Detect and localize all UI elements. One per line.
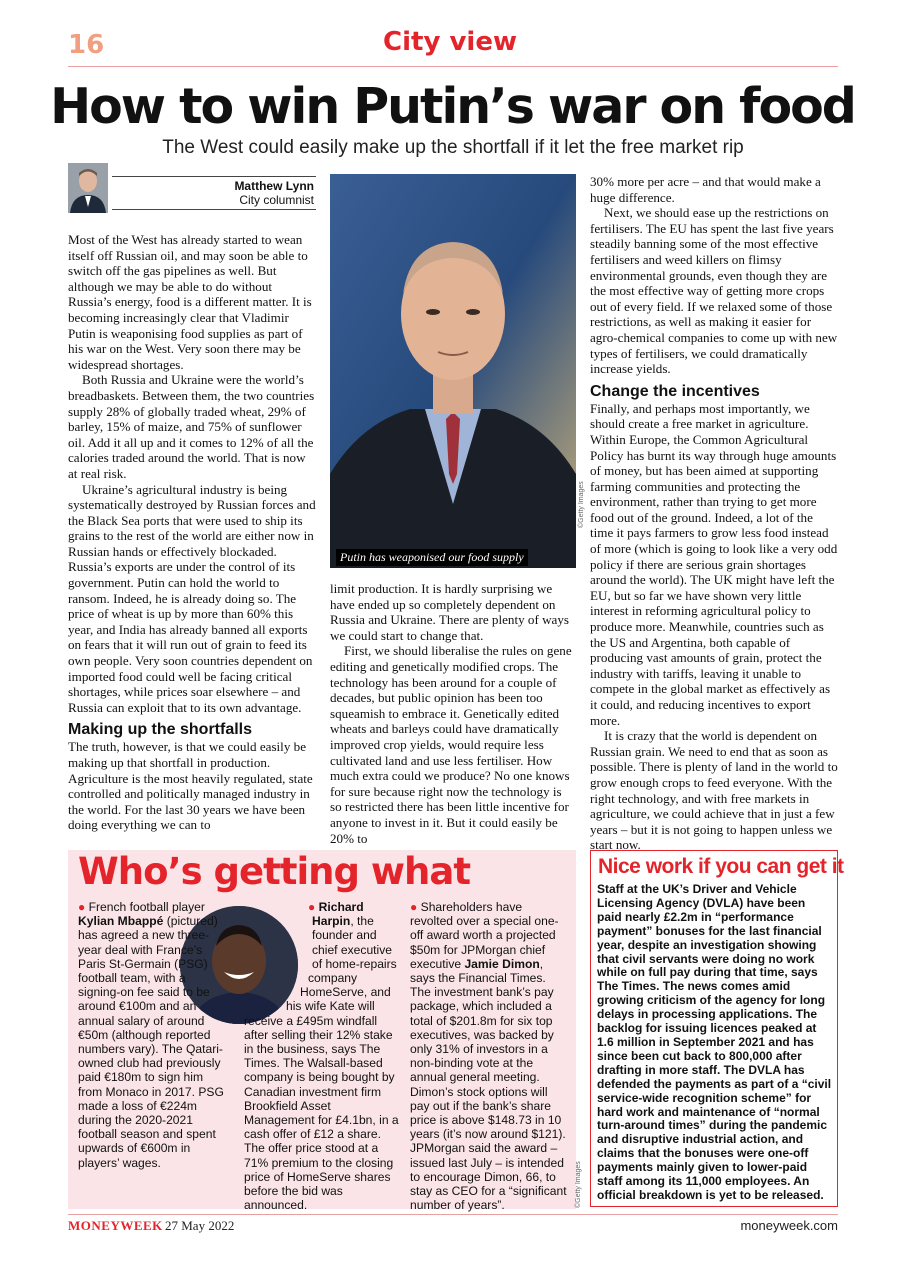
- subheading: Making up the shortfalls: [68, 721, 253, 739]
- item-text: , says the Financial Times. The investment bank’s pay package, which included a total of $201.8m for six top executives, was backed by only 31% of investors in a non-binding vote at the annual general meeting. Dimon’s stock options will pay out if the bank’s share price is above $148.73 in 10 years (it’s now around $121). JPMorgan said the award – issued last July – is intended to encourage Dimon, 66, to stay as CEO for a “significant number of years”.: [410, 956, 567, 1213]
- box-title: Who’s getting what: [78, 850, 471, 893]
- item-text: (pictured) has agreed a new three-year deal with France’s Paris St-Germain (PSG) football team, with a signing-on fee said to be around €100m and an annual salary of around €50m (although reported numbers vary). The Qatari-owned club had previously paid €180m to sign him from Monaco in 2017. PSG made a loss of €224m during the 2020-2021 football season and spent upwards of €600m in players’ wages.: [78, 914, 224, 1170]
- section-title: City view: [383, 27, 517, 57]
- footer-rule: [68, 1214, 838, 1215]
- putin-photo: [330, 174, 576, 568]
- author-name: Matthew Lynn: [234, 179, 314, 193]
- nice-work-title: Nice work if you can get it: [598, 855, 844, 878]
- person-name: Richard Harpin: [312, 900, 364, 929]
- byline-rule-top: [112, 176, 316, 177]
- item-text: Shareholders have revolted over a special one-off award worth a projected $50m for JPMorgan chief executive: [410, 900, 559, 971]
- photo-caption: Putin has weaponised our food supply: [336, 549, 528, 566]
- person-name: Kylian Mbappé: [78, 914, 164, 929]
- byline-rule-bottom: [112, 209, 316, 210]
- bullet-icon: ●: [308, 900, 316, 914]
- footer-date: 27 May 2022: [165, 1218, 235, 1233]
- paragraph: Ukraine’s agricultural industry is being systematically destroyed by Russian forces and the Black Sea ports that were used to ship its grains to the rest of the world are either now in Russian hands or effectively blockaded. Russia’s exports are under the control of its government. Putin can hold the world to ransom. Indeed, he is already doing so. The price of wheat is up by more than 60% this year, and India has already banned all exports on fears that it will run out of grain to feed its own people. Very soon countries dependent on imported food could well be facing critical shortages, while prices soar elsewhere – and Russia can exploit that to its own advantage.: [68, 481, 316, 715]
- paragraph: Both Russia and Ukraine were the world’s breadbaskets. Between them, the two countries supply 28% of globally traded wheat, 29% of barley, 15% of maize, and 75% of sunflower oil. Add it all up and it comes to 12% of all the calories traded around the world. That is now at real risk.: [68, 372, 315, 481]
- paragraph: Next, we should ease up the restrictions on fertilisers. The EU has spent the last five years steadily banning some of the most effective fertilisers and weed killers on flimsy environmental grounds, even though they are the most effective way of getting more crops out of every field. If we relaxed some of those restrictions, as well as making it easier for agro-chemical companies to come up with new types of fertilisers, we could dramatically increase yields.: [590, 205, 838, 377]
- footer-url: moneyweek.com: [740, 1218, 838, 1233]
- article-column-1: [68, 232, 316, 833]
- bullet-icon: ●: [410, 900, 418, 914]
- item-text: , the founder and chief executive of home-repairs company HomeServe, and his wife Kate will receive a £495m windfall after selling their 12% stake in the business, says The Times. The Walsall-based company is being bought by Canadian investment firm Brookfield Asset Management for £4.1bn, in a cash offer of £12 a share. The offer price stood at a 71% premium to the closing price of HomeServe shares before the bid was announced.: [244, 914, 399, 1213]
- author-photo: [68, 163, 108, 213]
- headline: How to win Putin’s war on food: [50, 78, 855, 135]
- paragraph: Most of the West has already started to wean itself off Russian oil, and may soon be able to switch off the gas pipelines as well. But although we may be able to do without Russia’s energy, food is a different matter. It is becoming increasingly clear that Vladimir Putin is weaponising food supplies as part of his war on the West. Very soon there may be widespread shortages.: [68, 232, 312, 372]
- paragraph: First, we should liberalise the rules on gene editing and genetically modified crops. The technology has been around for a couple of decades, but public opinion has been too squeamish to embrace it. Genetically edited wheats and barleys could have dramatically improved crop yields, would require less cultivated land and use less fertiliser. How much extra could we produce? No one knows for sure because right now the technology is so restricted there has been little incentive for anyone to invest in it. But it could easily be 20% to: [330, 643, 572, 846]
- paragraph: The truth, however, is that we could easily be making up that shortfall in production. Agriculture is the most heavily regulated, state controlled and politically managed industry in the world. For the last 30 years we have been doing everything we can to: [68, 739, 313, 833]
- paragraph: limit production. It is hardly surprising we have ended up so completely dependent on Russia and Ukraine. There are plenty of ways we could start to change that.: [330, 581, 570, 643]
- nice-work-body: Staff at the UK’s Driver and Vehicle Licensing Agency (DVLA) have been paid nearly £2.2m in “performance payment” bonuses for the last financial year, despite an investigation showing that civil servants were doing no work while on full pay during that time, says The Times. The news comes amid growing criticism of the agency for long delays in processing applications. The backlog for issuing licences peaked at 1.6 million in September 2021 and has since been cut back to 800,000 after drafting in more staff. The DVLA has defended the payments as part of a “civil service-wide recognition scheme” for hard work and maintenance of “normal turn-around times” during the pandemic and disruptive industrial action, and claims that the bonuses were one-off payments mainly given to lower-paid staff among its 11,000 employees. An official breakdown is yet to be released.: [597, 882, 832, 1202]
- bullet-icon: ●: [78, 900, 86, 914]
- whos-item-mbappe: [78, 900, 228, 1170]
- author-role: City columnist: [239, 193, 314, 207]
- subheading: Change the incentives: [590, 382, 760, 400]
- whos-item-dimon: [410, 900, 568, 1212]
- box-photo-credit: ©Getty Images: [575, 1161, 582, 1208]
- person-name: Jamie Dimon: [464, 956, 540, 971]
- article-column-3: [590, 174, 838, 853]
- paragraph: Finally, and perhaps most importantly, we should create a free market in agriculture. Within Europe, the Common Agricultural Policy has burnt its way through huge amounts of money, but has been aimed at supporting farming communities and protecting the environment, rather than trying to get more food out of the ground. Indeed, a lot of the time it pays farmers to grow less food instead of more (which is going to look like a very odd policy if there are serious grain shortages around the world). The UK might have left the EU, but so far we have shown very little interest in reforming agricultural policy to produce more. Meanwhile, countries such as the US and Argentina, both capable of producing vast amounts of grain, protect the industry with tariffs, leaving it unable to compete in the global market as effectively as it could, and reducing incentives to export more.: [590, 400, 838, 728]
- header-rule: [68, 66, 838, 67]
- standfirst: The West could easily make up the shortfall if it let the free market rip: [162, 137, 744, 158]
- article-column-2: [330, 581, 576, 846]
- paragraph: 30% more per acre – and that would make a huge difference.: [590, 174, 821, 205]
- paragraph: It is crazy that the world is dependent on Russian grain. We need to end that as soon as possible. There is plenty of land in the world to grow enough crops to feed everyone. With the right technology, and with free markets in agriculture, we could achieve that in just a few years – but it is not going to happen unless we start now.: [590, 728, 838, 853]
- whos-item-harpin: [244, 900, 402, 1212]
- footer-brand-logo: MONEYWEEK: [68, 1218, 163, 1233]
- item-text: French football player: [88, 900, 205, 914]
- page-number: 16: [68, 30, 105, 60]
- photo-credit: ©Getty Images: [578, 481, 585, 528]
